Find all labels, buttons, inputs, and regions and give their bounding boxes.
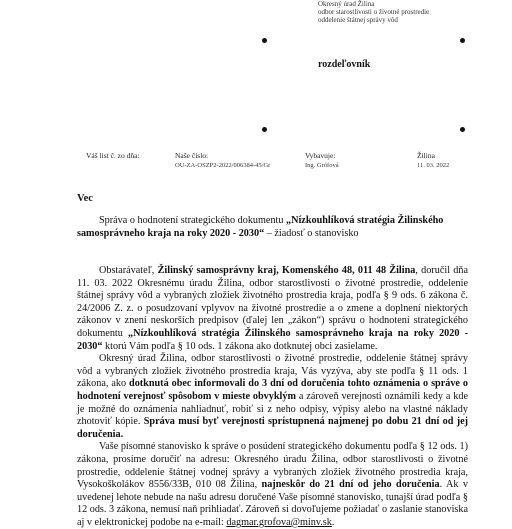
subject-line2-bold: samosprávneho kraja na roky 2020 - 2030“ <box>77 227 265 239</box>
subject-line2-text: – žiadosť o stanovisko <box>264 227 359 239</box>
date-value: 11. 03. 2022 <box>417 162 450 169</box>
contact-email-link[interactable]: dagmar.grofova@minv.sk <box>226 516 332 528</box>
top-fragment <box>318 0 508 24</box>
p1-text-1: Obstarávateľ, <box>99 265 158 276</box>
p3-text-2: . Ak v uvedenej lehote nebude na našu adresu doručené Vaše písomné stanovisko, tunajší úrad podľa § 12 ods. 3 zákona, nemusí naň prihliadať. Zároveň si dovoľujeme požiadať o zaslanie stanoviska aj v elektronickej podobe na e-mail: <box>77 479 468 528</box>
p1-text-3: ktorú Vám podľa § 10 ods. 1 zákona ako dotknutej obci zasielame. <box>102 340 378 352</box>
p1-bold-1: Žilinský samosprávny kraj, Komenského 48, 011 48 Žilina <box>157 265 416 276</box>
p1-bold-2: „Nízkouhlíková stratégia Žilinského samosprávneho kraja na roky 2020 - 2030“ <box>77 327 469 352</box>
p2-bold-1: dotknutá obec informovali do 3 dní od doručenia tohto oznámenia o správe o hodnotení verejnosť spôsobom v mieste obvyklým <box>77 378 468 402</box>
distribution-label: rozdeľovník <box>318 59 371 70</box>
p3-text-3: . <box>331 516 335 528</box>
subject-label: Vec <box>77 193 93 204</box>
address-corner-dot <box>460 38 465 43</box>
p3-text-1: Vaše písomné stanovisko k správe o posúdení strategického dokumentu podľa § 12 ods. 1) zákona, prosíme doručiť na adresu: Okresného úradu Žilina, odbor starostlivosti o životné prostredie, oddelenie štátnej vodnej správy a vybraných zložiek životného prostredia kraja, Vysokoškolákov 8556/33B, 010 08 Žilina, <box>77 441 468 491</box>
place-label: Žilina <box>417 151 435 160</box>
p1-text-2: , doručil dňa 11. 03. 2022 Okresnému úradu Žilina, odbor starostlivosti o životné prostredie, oddelenie štátnej správy vôd a vybraných zložiek životného prostredia kraja, podľa § 9 ods. 6 zákona č. 24/2006 Z. z. o posudzovaní vplyvov na životné prostredie a o zmene a doplnení niektorých zákonov v znení neskorších predpisov (ďalej len „zákon“) správu o hodnotení strategického dokumentu <box>77 265 468 339</box>
subject-line1-text: Správa o hodnotení strategického dokumentu <box>99 215 287 226</box>
handled-by-value: Ing. Grófová <box>305 162 339 169</box>
address-corner-dot <box>460 127 465 132</box>
p2-bold-2: Správa musí byť verejnosti sprístupnená najmenej po dobu 21 dní od jej doručenia. <box>77 416 469 440</box>
paragraph-2 <box>77 353 468 441</box>
address-corner-dot <box>262 127 267 132</box>
p2-text-2: a zároveň verejnosti oznámili kedy a kde je možné do oznámenia nahliadnuť, robiť si z neho odpisy, výpisy alebo na vlastné náklady zhotoviť kópie. <box>77 390 468 428</box>
handled-by-label: Vybavuje: <box>305 151 336 160</box>
paragraph-3 <box>77 441 468 529</box>
p2-text-1: Okresný úrad Žilina, odbor starostlivosti o životné prostredie, oddelenie štátnej správy vôd a vybraných zložiek životného prostredia kraja, Vás vyzýva, aby ste podľa § 11 ods. 1 zákona, ako <box>77 353 468 390</box>
your-letter-label: Váš list č. zo dňa: <box>86 151 140 160</box>
top-fragment-line1: Okresný úrad Žilina <box>318 0 375 8</box>
our-number-label: Naše číslo: <box>175 151 209 160</box>
address-corner-dot <box>262 38 267 43</box>
letter-body <box>77 265 468 529</box>
subject-line1-bold: „Nízkouhlíková stratégia Žilinského <box>286 215 444 226</box>
top-fragment-line3: oddelenie štátnej správy vôd <box>318 16 398 24</box>
p3-bold-1: najneskôr do 21 dní od jeho doručenia <box>261 479 440 491</box>
top-fragment-line2: odbor starostlivosti o životné prostredie <box>318 8 430 16</box>
our-number-value: OU-ZA-OSZP2-2022/006384-45/Gr <box>175 162 271 169</box>
subject-text <box>77 215 467 240</box>
paragraph-1 <box>77 265 468 353</box>
